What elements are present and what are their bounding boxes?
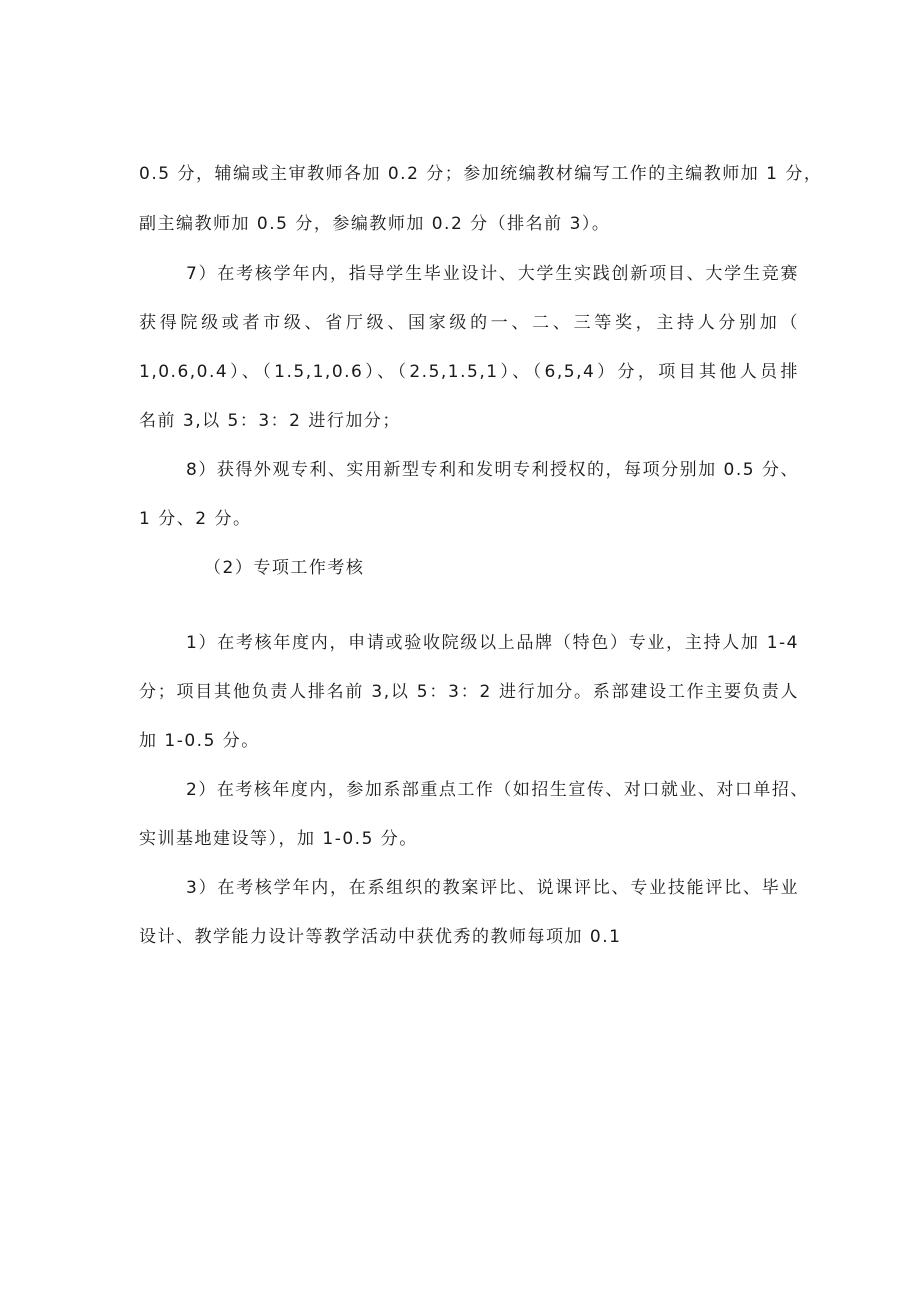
paragraph-line: 加 1-0.5 分。: [139, 731, 260, 751]
paragraph-line: 1 分、2 分。: [139, 509, 252, 529]
paragraph-line: 获得院级或者市级、省厅级、国家级的一、二、三等奖，主持人分别加（: [139, 313, 799, 333]
item-2-line: 2）在考核年度内，参加系部重点工作（如招生宣传、对口就业、对口单招、: [186, 780, 809, 800]
item-3-line: 3）在考核学年内，在系组织的教案评比、说课评比、专业技能评比、毕业: [186, 878, 799, 898]
section-heading: （2）专项工作考核: [204, 558, 365, 578]
paragraph-line: 实训基地建设等），加 1-0.5 分。: [139, 829, 418, 849]
paragraph-line: 0.5 分，辅编或主审教师各加 0.2 分；参加统编教材编写工作的主编教师加 1 分，: [139, 164, 823, 184]
item-7-line: 7）在考核学年内，指导学生毕业设计、大学生实践创新项目、大学生竞赛: [186, 264, 799, 284]
paragraph-line: 设计、教学能力设计等教学活动中获优秀的教师每项加 0.1: [139, 927, 622, 947]
paragraph-line: 1,0.6,0.4）、（1.5,1,0.6）、（2.5,1.5,1）、（6,5,4）分，项目其他人员排: [139, 362, 799, 382]
item-1-line: 1）在考核年度内，申请或验收院级以上品牌（特色）专业，主持人加 1-4: [186, 633, 799, 653]
paragraph-line: 副主编教师加 0.5 分，参编教师加 0.2 分（排名前 3）。: [139, 214, 611, 234]
paragraph-line: 名前 3,以 5：3：2 进行加分；: [139, 411, 401, 431]
paragraph-line: 分；项目其他负责人排名前 3,以 5：3：2 进行加分。系部建设工作主要负责人: [139, 682, 799, 702]
item-8-line: 8）获得外观专利、实用新型专利和发明专利授权的，每项分别加 0.5 分、: [186, 460, 799, 480]
